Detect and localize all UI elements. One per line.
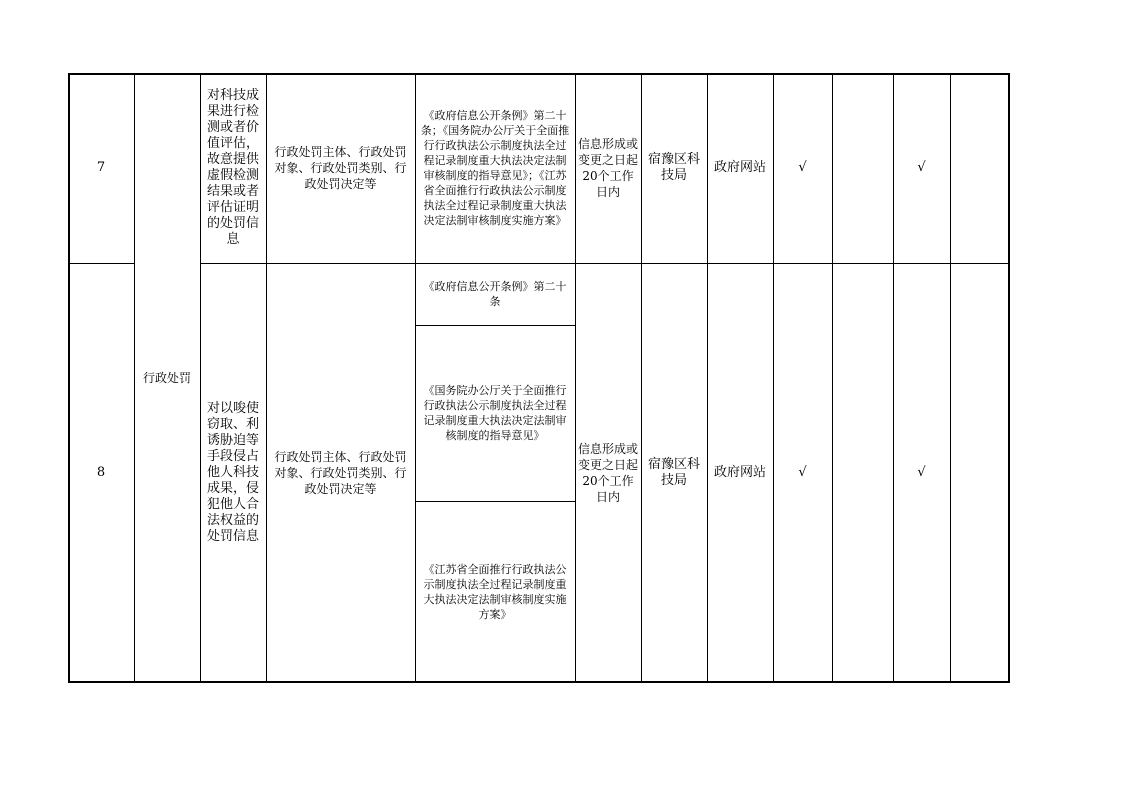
disclosure-channel: 政府网站 [713,160,766,175]
table-border [68,73,70,683]
check-mark: √ [798,464,807,480]
table-border [68,73,1009,75]
column-divider [415,73,416,683]
column-divider [134,73,135,683]
row-divider [68,263,135,264]
disclosure-subject: 宿豫区科技局 [647,456,700,488]
column-divider [707,73,708,683]
column-divider [641,73,642,683]
item-name: 对以唆使窃取、利诱胁迫等手段侵占他人科技成果，侵犯他人合法权益的处罚信息 [206,400,259,544]
time-limit: 信息形成或变更之日起20个工作日内 [578,441,639,504]
legal-basis: 《国务院办公厅关于全面推行行政执法公示制度执法全过程记录制度重大执法决定法制审核制度的指导意见》 [423,384,567,442]
column-divider [266,73,267,683]
empty-cell [950,263,1009,682]
legal-basis: 《政府信息公开条例》第二十条 [423,280,567,308]
check-mark: √ [917,160,926,175]
column-divider [773,73,774,683]
column-divider [893,73,894,683]
table-border [68,681,1009,683]
table-border [1008,73,1010,683]
empty-cell [950,73,1009,263]
disclosure-table [68,73,1009,682]
disclosure-content: 行政处罚主体、行政处罚对象、行政处罚类别、行政处罚决定等 [274,449,407,496]
item-name: 对科技成果进行检测或者价值评估，故意提供虚假检测结果或者评估证明的处罚信息 [206,88,259,247]
row-number: 8 [96,464,106,480]
column-divider [575,73,576,683]
legal-basis: 《江苏省全面推行行政执法公示制度执法全过程记录制度重大执法决定法制审核制度实施方案》 [423,562,567,621]
row-divider [415,501,576,502]
empty-cell [832,73,893,263]
check-mark: √ [917,464,926,480]
check-mark: √ [798,160,807,175]
disclosure-content: 行政处罚主体、行政处罚对象、行政处罚类别、行政处罚决定等 [274,145,407,191]
legal-basis: 《政府信息公开条例》第二十条；《国务院办公厅关于全面推行行政执法公示制度执法全过程记录制度重大执法决定法制审核制度的指导意见》；《江苏省全面推行行政执法公示制度执法全过程记录制度重大执法决定法制审核制度实施方案》 [420,109,570,227]
time-limit: 信息形成或变更之日起20个工作日内 [578,137,639,199]
column-divider [832,73,833,683]
row-divider [415,325,576,326]
row-number: 7 [96,160,106,175]
empty-cell [832,263,893,682]
row-divider [200,263,1009,264]
disclosure-channel: 政府网站 [713,464,766,480]
disclosure-subject: 宿豫区科技局 [647,152,700,183]
category-cell: 行政处罚 [142,370,191,385]
column-divider [200,73,201,683]
column-divider [950,73,951,683]
